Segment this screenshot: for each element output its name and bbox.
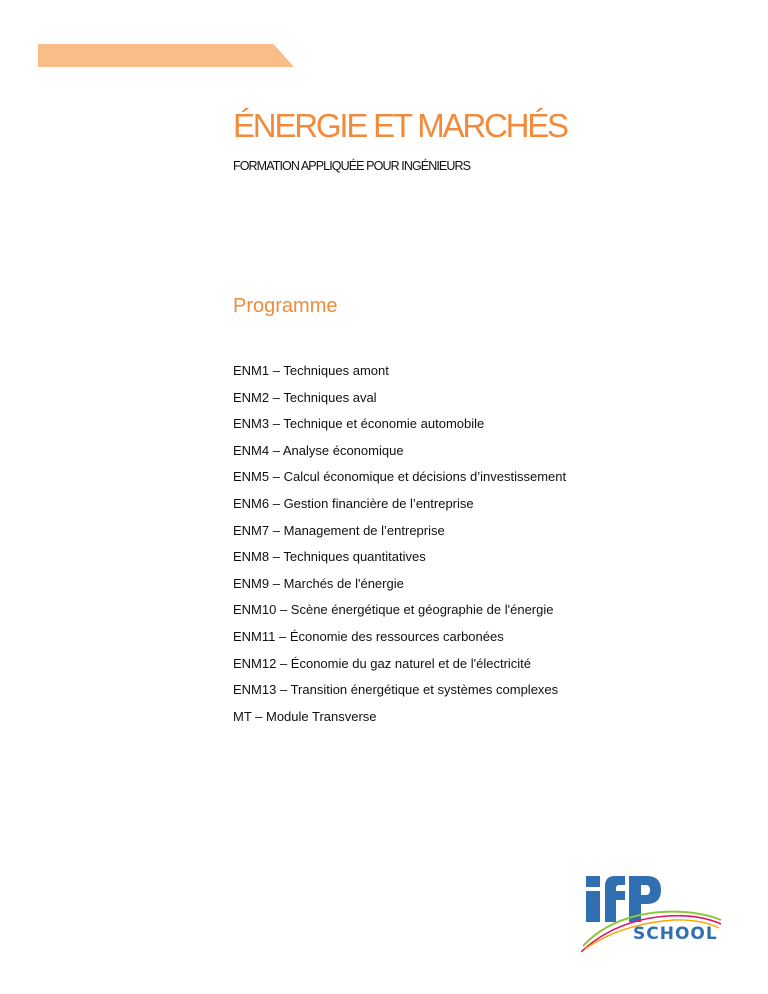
- programme-item: ENM8 – Techniques quantitatives: [233, 549, 426, 565]
- section-title-programme: Programme: [233, 295, 338, 317]
- programme-item: ENM6 – Gestion financière de l’entreprise: [233, 495, 474, 511]
- programme-list: [233, 363, 566, 735]
- document-subtitle: FORMATION APPLIQUÉE POUR INGÉNIEURS: [233, 159, 471, 173]
- programme-item: ENM4 – Analyse économique: [233, 442, 404, 458]
- programme-item: ENM5 – Calcul économique et décisions d’investissement: [233, 469, 567, 485]
- programme-item: ENM3 – Technique et économie automobile: [233, 416, 485, 432]
- programme-item: MT – Module Transverse: [233, 708, 377, 724]
- programme-item: ENM7 – Management de l’entreprise: [233, 522, 445, 538]
- programme-item: ENM2 – Techniques aval: [233, 389, 377, 405]
- programme-item: ENM10 – Scène énergétique et géographie de l'énergie: [233, 602, 554, 618]
- header-banner: [38, 44, 294, 67]
- programme-item: ENM13 – Transition énergétique et systèmes complexes: [233, 682, 559, 698]
- document-title: ÉNERGIE ET MARCHÉS: [233, 107, 567, 144]
- programme-item: ENM1 – Techniques amont: [233, 363, 389, 378]
- programme-item: ENM12 – Économie du gaz naturel et de l'électricité: [233, 655, 532, 671]
- programme-item: ENM11 – Économie des ressources carbonées: [233, 628, 504, 644]
- logo-school-label: SCHOOL: [633, 924, 718, 944]
- programme-item: ENM9 – Marchés de l'énergie: [233, 575, 404, 591]
